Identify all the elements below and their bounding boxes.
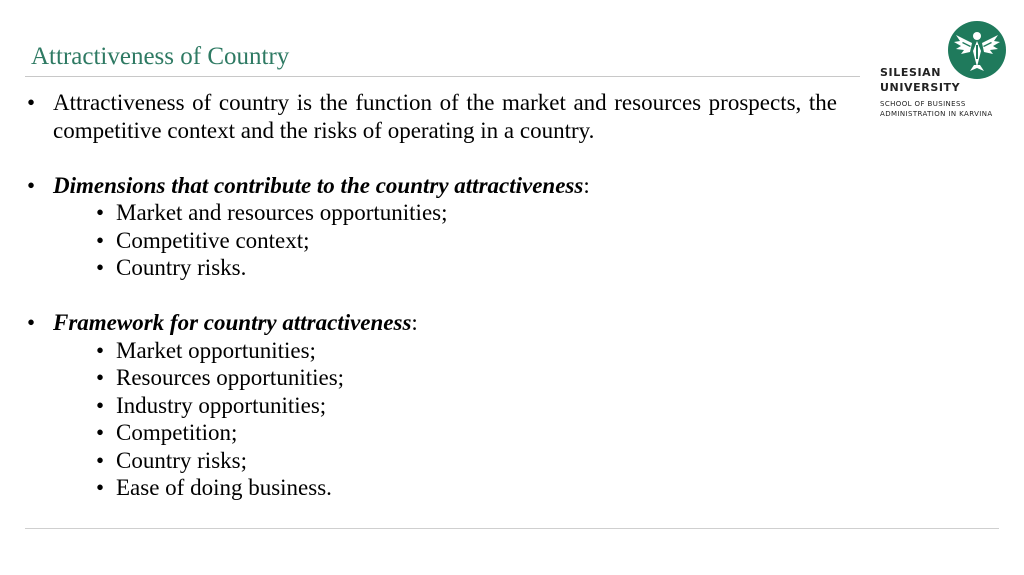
slide-body (27, 89, 837, 502)
list-item (27, 337, 837, 365)
bullet-icon: • (27, 310, 36, 335)
bullet-dimensions-heading (27, 172, 837, 200)
spacer (27, 144, 837, 172)
logo-name (880, 65, 960, 95)
logo-name-line2: UNIVERSITY (880, 81, 961, 94)
list-item (27, 474, 837, 502)
list-item (27, 447, 837, 475)
list-item (27, 419, 837, 447)
bullet-icon: • (96, 447, 105, 473)
logo-subtitle-line2: ADMINISTRATION IN KARVINA (880, 110, 993, 118)
bullet-icon: • (96, 227, 105, 253)
bullet-icon: • (27, 172, 36, 198)
bullet-framework-heading (27, 309, 837, 337)
bullet-definition (27, 89, 837, 144)
bullet-icon: • (96, 365, 105, 390)
list-item-text: Resources opportunities; (116, 365, 345, 390)
bullet-icon: • (27, 90, 36, 115)
list-item-text: Competition; (116, 420, 238, 445)
footer-divider (25, 528, 999, 529)
bullet-icon: • (96, 475, 105, 500)
slide-title: Attractiveness of Country (31, 43, 290, 70)
bullet-text: Attractiveness of country is the function of the market and resources prospects, the competitive context and the risks of operating in a country. (53, 90, 837, 143)
list-item-text: Industry opportunities; (116, 392, 327, 418)
bullet-icon: • (96, 420, 105, 445)
list-item-text: Market and resources opportunities; (116, 200, 448, 225)
bullet-icon: • (96, 337, 105, 363)
university-logo (880, 18, 1020, 128)
heading-suffix: : (411, 310, 418, 335)
list-item-text: Ease of doing business. (116, 475, 332, 500)
logo-subtitle-line1: SCHOOL OF BUSINESS (880, 100, 966, 108)
heading-text: Dimensions that contribute to the country attractiveness (53, 172, 584, 198)
bullet-icon: • (96, 255, 105, 280)
list-item (27, 392, 837, 420)
title-divider (25, 76, 860, 77)
list-item (27, 364, 837, 392)
list-item-text: Country risks; (116, 447, 247, 473)
heading-text: Framework for country attractiveness (53, 310, 412, 335)
list-item-text: Country risks. (116, 255, 247, 280)
list-item (27, 199, 837, 227)
heading-suffix: : (583, 172, 590, 198)
list-item-text: Competitive context; (116, 227, 310, 253)
bullet-icon: • (96, 200, 105, 225)
spacer (27, 282, 837, 310)
list-item-text: Market opportunities; (116, 337, 316, 363)
logo-subtitle (880, 99, 993, 119)
logo-name-line1: SILESIAN (880, 66, 942, 79)
list-item (27, 227, 837, 255)
list-item (27, 254, 837, 282)
bullet-icon: • (96, 392, 105, 418)
